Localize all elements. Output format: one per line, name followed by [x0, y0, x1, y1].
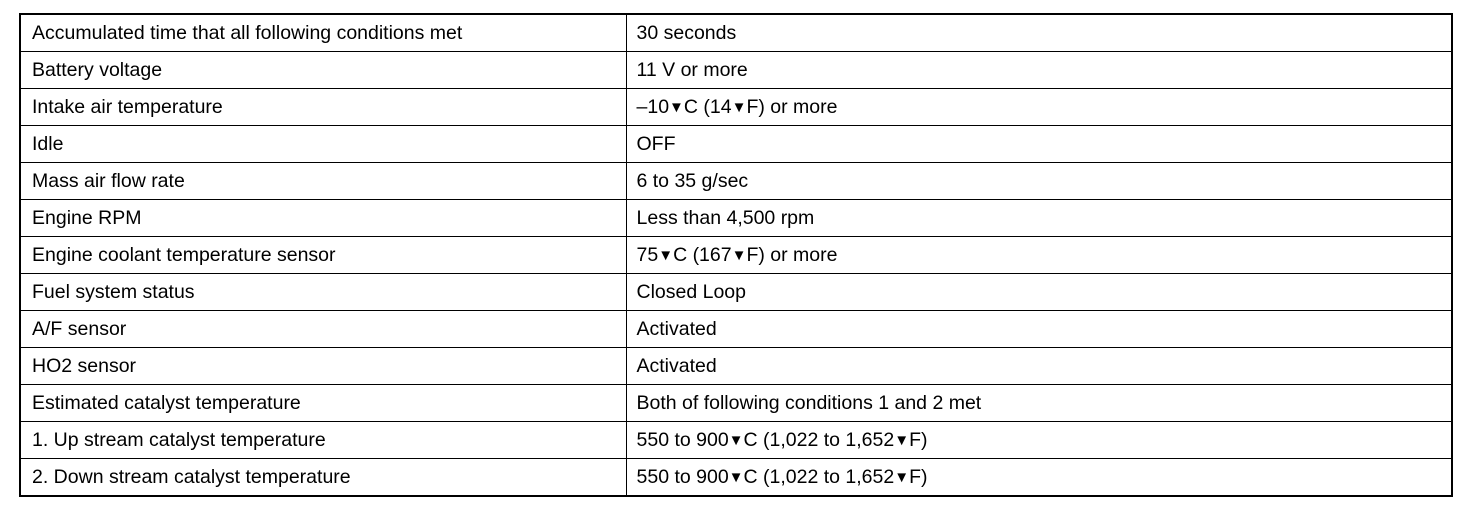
table-row [20, 89, 1452, 126]
parameter-cell: Engine coolant temperature sensor [20, 237, 626, 274]
value-cell: 6 to 35 g/sec [626, 163, 1452, 200]
parameter-cell: Accumulated time that all following conditions met [20, 14, 626, 52]
value-cell: 11 V or more [626, 52, 1452, 89]
table-row [20, 422, 1452, 459]
table-row [20, 237, 1452, 274]
parameter-cell: Battery voltage [20, 52, 626, 89]
value-cell: 550 to 900▼C (1,022 to 1,652▼F) [626, 422, 1452, 459]
value-cell: Activated [626, 348, 1452, 385]
parameter-cell: Idle [20, 126, 626, 163]
table-row [20, 200, 1452, 237]
table-row [20, 311, 1452, 348]
parameter-cell: Estimated catalyst temperature [20, 385, 626, 422]
conditions-table-body [20, 14, 1452, 496]
degree-symbol-icon: ▼ [728, 469, 744, 486]
parameter-cell: 1. Up stream catalyst temperature [20, 422, 626, 459]
parameter-cell: HO2 sensor [20, 348, 626, 385]
parameter-cell: A/F sensor [20, 311, 626, 348]
parameter-cell: Mass air flow rate [20, 163, 626, 200]
degree-symbol-icon: ▼ [658, 247, 674, 264]
table-row [20, 459, 1452, 497]
table-row [20, 385, 1452, 422]
table-row [20, 14, 1452, 52]
table-row [20, 126, 1452, 163]
conditions-table [19, 13, 1453, 497]
table-row [20, 274, 1452, 311]
value-cell: OFF [626, 126, 1452, 163]
parameter-cell: Fuel system status [20, 274, 626, 311]
parameter-cell: 2. Down stream catalyst temperature [20, 459, 626, 497]
degree-symbol-icon: ▼ [731, 99, 747, 116]
parameter-cell: Intake air temperature [20, 89, 626, 126]
degree-symbol-icon: ▼ [894, 469, 910, 486]
value-cell: 550 to 900▼C (1,022 to 1,652▼F) [626, 459, 1452, 497]
value-cell: 30 seconds [626, 14, 1452, 52]
table-row [20, 52, 1452, 89]
value-cell: Less than 4,500 rpm [626, 200, 1452, 237]
table-row [20, 348, 1452, 385]
degree-symbol-icon: ▼ [731, 247, 747, 264]
value-cell: Closed Loop [626, 274, 1452, 311]
value-cell: Both of following conditions 1 and 2 met [626, 385, 1452, 422]
parameter-cell: Engine RPM [20, 200, 626, 237]
degree-symbol-icon: ▼ [894, 432, 910, 449]
degree-symbol-icon: ▼ [728, 432, 744, 449]
value-cell: Activated [626, 311, 1452, 348]
value-cell: 75▼C (167▼F) or more [626, 237, 1452, 274]
value-cell: –10▼C (14▼F) or more [626, 89, 1452, 126]
degree-symbol-icon: ▼ [669, 99, 684, 116]
table-row [20, 163, 1452, 200]
